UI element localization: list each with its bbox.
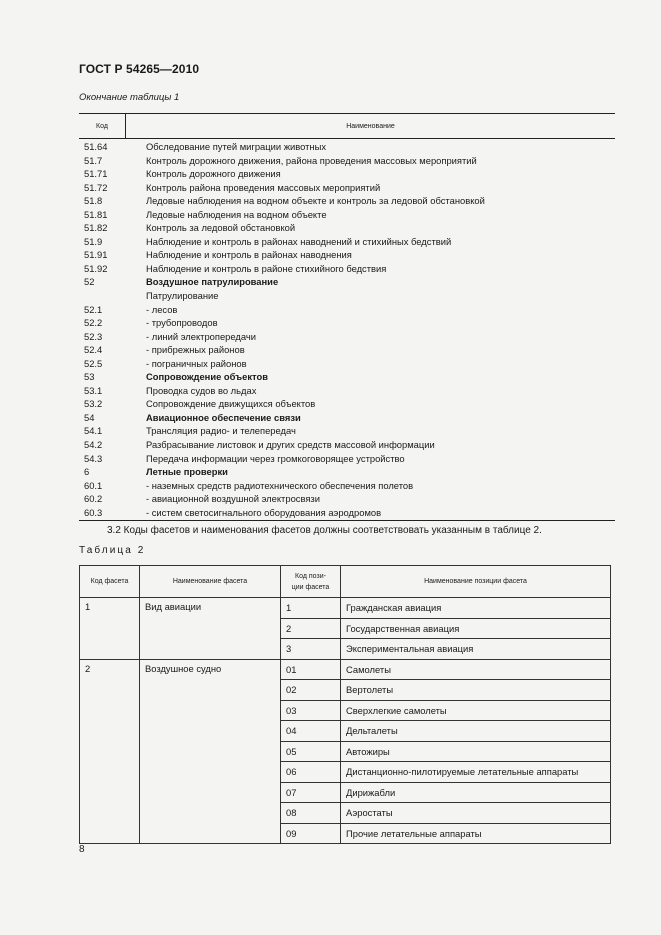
position-code: 09: [281, 823, 341, 844]
position-code: 1: [281, 598, 341, 619]
row-code: 51.91: [84, 249, 108, 261]
row-code: 52.1: [84, 303, 103, 315]
row-name: Передача информации через громкоговорящее устройство: [146, 452, 405, 464]
row-name: Ледовые наблюдения на водном объекте и контроль за ледовой обстановкой: [146, 195, 485, 207]
row-code: 52.4: [84, 344, 103, 356]
row-name: Проводка судов во льдах: [146, 384, 257, 396]
row-code: 51.8: [84, 195, 103, 207]
row-code: 6: [84, 466, 90, 478]
row-name: Патрулирование: [146, 290, 219, 302]
row-code: 51.71: [84, 168, 108, 180]
table-row: [79, 492, 615, 506]
position-code: 2: [281, 618, 341, 639]
row-name: Контроль района проведения массовых мероприятий: [146, 181, 381, 193]
row-code: 53.2: [84, 398, 103, 410]
table-row: [79, 167, 615, 181]
row-name: - наземных средств радиотехнического обеспечения полетов: [146, 479, 414, 491]
row-name: - систем светосигнального оборудования аэродромов: [146, 506, 382, 518]
row-name: Сопровождение движущихся объектов: [146, 398, 316, 410]
row-name: - лесов: [146, 303, 178, 315]
row-code: 52.5: [84, 357, 103, 369]
table2-header-name-position: Наименование позиции фасета: [341, 566, 611, 598]
position-name: Гражданская авиация: [341, 598, 611, 619]
table1-caption: Окончание таблицы 1: [79, 92, 180, 103]
row-name: Контроль за ледовой обстановкой: [146, 222, 296, 234]
position-name: Автожиры: [341, 741, 611, 762]
row-code: 54.2: [84, 439, 103, 451]
table2-header-code-position: [281, 566, 341, 598]
table-row: [79, 424, 615, 438]
position-name: Сверхлегкие самолеты: [341, 700, 611, 721]
table-row: [79, 506, 615, 520]
table1-header-code: Код: [79, 114, 126, 138]
row-code: 60.3: [84, 506, 103, 518]
row-code: 51.92: [84, 262, 108, 274]
facet-name: Воздушное судно: [140, 659, 281, 844]
table-row: [80, 598, 611, 619]
row-name: - линий электропередачи: [146, 330, 256, 342]
row-name: - авиационной воздушной электросвязи: [146, 493, 320, 505]
table-row: [79, 303, 615, 317]
row-name: - пограничных районов: [146, 357, 247, 369]
table-row: [79, 248, 615, 262]
position-name: Аэростаты: [341, 803, 611, 824]
table-row: [79, 235, 615, 249]
table-row: [79, 465, 615, 479]
table-row: [79, 275, 615, 289]
table2-header-code-position-line1: Код пози-: [295, 572, 326, 580]
table1-header-name: Наименование: [346, 122, 395, 130]
row-code: 60.2: [84, 493, 103, 505]
table2-caption: Таблица 2: [79, 545, 146, 556]
position-name: Дистанционно-пилотируемые летательные аппараты: [341, 762, 611, 783]
table-row: [79, 330, 615, 344]
table-row: [79, 397, 615, 411]
facet-code: 1: [80, 598, 140, 660]
table2-header-code-facet: Код фасета: [80, 566, 140, 598]
position-name: Дельталеты: [341, 721, 611, 742]
row-code: 51.64: [84, 141, 108, 152]
row-name: - трубопроводов: [146, 317, 218, 329]
position-code: 02: [281, 680, 341, 701]
row-code: 51.72: [84, 181, 108, 193]
position-code: 05: [281, 741, 341, 762]
position-code: 06: [281, 762, 341, 783]
table-row: [79, 181, 615, 195]
row-name: Ледовые наблюдения на водном объекте: [146, 208, 327, 220]
table-row: [79, 262, 615, 276]
row-code: 51.81: [84, 208, 108, 220]
document-header: ГОСТ Р 54265—2010: [79, 62, 200, 76]
table2-header-name-facet: Наименование фасета: [140, 566, 281, 598]
table2-body: [80, 598, 611, 844]
position-code: 03: [281, 700, 341, 721]
position-name: Самолеты: [341, 659, 611, 680]
facet-name: Вид авиации: [140, 598, 281, 660]
table-row: [79, 221, 615, 235]
table2-header-row: [80, 566, 611, 598]
table-row: [79, 140, 615, 154]
page-number: 8: [79, 844, 85, 855]
table-row: [79, 357, 615, 371]
facet-code: 2: [80, 659, 140, 844]
row-name: Воздушное патрулирование: [146, 276, 279, 288]
row-code: 52.3: [84, 330, 103, 342]
table-row: [79, 289, 615, 303]
row-code: 51.9: [84, 235, 103, 247]
position-code: 07: [281, 782, 341, 803]
row-name: - прибрежных районов: [146, 344, 245, 356]
row-name: Контроль дорожного движения, района проведения массовых мероприятий: [146, 154, 477, 166]
table-row: [79, 411, 615, 425]
row-name: Обследование путей миграции животных: [146, 141, 327, 152]
table-row: [79, 384, 615, 398]
row-code: 51.82: [84, 222, 108, 234]
table-row: [79, 154, 615, 168]
row-code: 51.7: [84, 154, 103, 166]
paragraph-3-2: 3.2 Коды фасетов и наименования фасетов должны соответствовать указанным в таблице 2.: [107, 525, 542, 536]
row-name: Наблюдение и контроль в районах наводнений и стихийных бедствий: [146, 235, 452, 247]
table-row: [79, 316, 615, 330]
table2-header-code-position-line2: ции фасета: [291, 583, 330, 591]
table-row: [79, 452, 615, 466]
row-code: 52.2: [84, 317, 103, 329]
row-name: Контроль дорожного движения: [146, 168, 281, 180]
table-row: [80, 659, 611, 680]
table1-header: [79, 113, 615, 139]
position-code: 04: [281, 721, 341, 742]
table-row: [79, 194, 615, 208]
row-name: Авиационное обеспечение связи: [146, 411, 301, 423]
table1-bottom-rule: [79, 520, 615, 521]
row-code: 53: [84, 371, 95, 383]
row-code: 53.1: [84, 384, 103, 396]
row-name: Разбрасывание листовок и других средств массовой информации: [146, 439, 435, 451]
position-name: Экспериментальная авиация: [341, 639, 611, 660]
table-row: [79, 479, 615, 493]
row-code: 54: [84, 411, 95, 423]
table-row: [79, 370, 615, 384]
position-name: Государственная авиация: [341, 618, 611, 639]
position-name: Дирижабли: [341, 782, 611, 803]
table-row: [79, 343, 615, 357]
position-code: 01: [281, 659, 341, 680]
table-row: [79, 438, 615, 452]
row-name: Сопровождение объектов: [146, 371, 269, 383]
row-name: Летные проверки: [146, 466, 228, 478]
position-name: Прочие летательные аппараты: [341, 823, 611, 844]
row-code: 52: [84, 276, 95, 288]
position-name: Вертолеты: [341, 680, 611, 701]
table1-body: [79, 139, 615, 519]
row-name: Трансляция радио- и телепередач: [146, 425, 296, 437]
position-code: 3: [281, 639, 341, 660]
row-name: Наблюдение и контроль в районе стихийного бедствия: [146, 262, 387, 274]
table-row: [79, 208, 615, 222]
table1: [79, 113, 615, 521]
row-code: 54.3: [84, 452, 103, 464]
position-code: 08: [281, 803, 341, 824]
row-code: 60.1: [84, 479, 103, 491]
row-name: Наблюдение и контроль в районах наводнения: [146, 249, 352, 261]
table2: [79, 565, 611, 844]
row-code: 54.1: [84, 425, 103, 437]
